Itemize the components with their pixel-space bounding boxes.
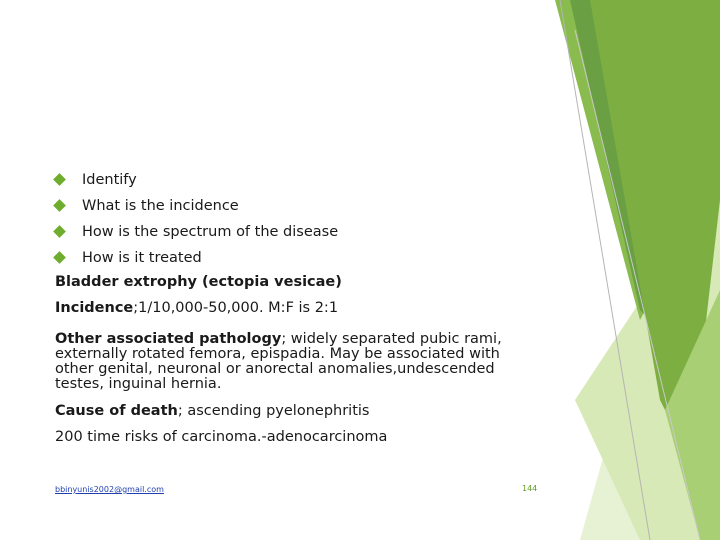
bullet-text: How is it treated: [82, 250, 202, 266]
bullet-text: What is the incidence: [82, 198, 239, 214]
death-paragraph: [55, 404, 535, 419]
diamond-bullet-icon: [53, 225, 66, 238]
pathology-label: Other associated pathology: [55, 331, 282, 347]
bullet-item-incidence: [53, 196, 338, 222]
bullet-list: [53, 170, 338, 274]
bullet-text: How is the spectrum of the disease: [82, 224, 339, 240]
bullet-item-spectrum: [53, 222, 338, 248]
death-text: ; ascending pyelonephritis: [177, 403, 370, 419]
diamond-bullet-icon: [53, 251, 66, 264]
diamond-bullet-icon: [53, 199, 66, 212]
incidence-label: Incidence: [55, 300, 134, 316]
bullet-item-identify: [53, 170, 338, 196]
incidence-paragraph: [55, 301, 535, 316]
slide-heading: Bladder extrophy (ectopia vesicae): [55, 274, 342, 290]
incidence-text: ;1/10,000-50,000. M:F is 2:1: [133, 300, 339, 316]
diamond-bullet-icon: [53, 173, 66, 186]
pathology-paragraph: [55, 332, 535, 392]
page-number: 144: [522, 484, 538, 493]
bullet-item-treatment: [53, 248, 338, 274]
risk-paragraph: 200 time risks of carcinoma.-adenocarcinoma: [55, 429, 388, 445]
bullet-text: Identify: [82, 172, 137, 188]
pathology-text: ; widely separated pubic rami, externally rotated femora, epispadia. May be associated with other genital, neuronal or anorectal anomalies,undescended testes, inguinal hernia.: [55, 331, 502, 392]
death-label: Cause of death: [55, 403, 178, 419]
footer-email-link[interactable]: bbinyunis2002@gmail.com: [55, 485, 164, 494]
